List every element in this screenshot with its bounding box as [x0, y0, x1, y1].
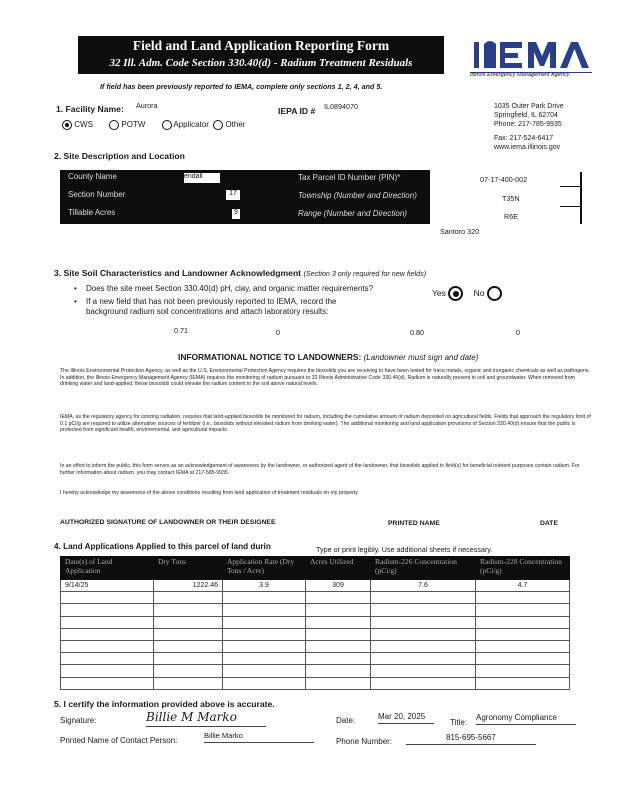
soil-question-2-line2: background radium soil concentrations and attach laboratory results: [86, 307, 329, 316]
title-field[interactable]: Agronomy Compliance [476, 713, 576, 725]
soil-question-2 [86, 297, 336, 317]
table-row [61, 665, 570, 677]
empty-cell[interactable] [223, 677, 306, 689]
table-row [61, 616, 570, 628]
radio-other-label: Other [225, 120, 246, 130]
empty-cell[interactable] [476, 628, 570, 640]
radio-applicator-label: Applicator [173, 120, 209, 130]
radio-cws-label: CWS [74, 120, 93, 130]
radio-potw[interactable] [109, 120, 145, 129]
phone-label: Phone Number: [336, 737, 393, 746]
empty-cell[interactable] [61, 604, 154, 616]
radio-potw-label: POTW [121, 120, 146, 130]
notice-paragraph-2: IEMA, as the regulatory agency for ionizing radiation, requires that land-applied biosolids be monitored for radium, including the cumulative amount of radium deposited on agricultural fields. Fields that approach the regulatory limit of 0.1 pCi/g are required to utilize alternative sources of fertilizer (i.e., biosolids without elevated radium from drinking water). The additional monitoring and land application provisions of Section 330.40(d) ensure that the public is protected from significant health, environmental, and agricultural impacts. [60, 414, 591, 434]
table-row [61, 604, 570, 616]
empty-cell[interactable] [223, 592, 306, 604]
cell-ra228[interactable]: 4.7 [476, 580, 570, 592]
section5-heading: 5. I certify the information provided above is accurate. [54, 699, 275, 709]
agency-name: Illinois Emergency Management Agency [470, 72, 570, 78]
empty-cell[interactable] [306, 677, 371, 689]
iepa-id-label: IEPA ID # [278, 106, 316, 116]
form-subtitle: 32 Ill. Adm. Code Section 330.40(d) - Radium Treatment Residuals [109, 57, 413, 69]
empty-cell[interactable] [306, 592, 371, 604]
county-label: County Name [68, 172, 117, 181]
iepa-id-field[interactable]: IL0894070 [324, 102, 358, 111]
empty-cell[interactable] [306, 604, 371, 616]
empty-cell[interactable] [476, 616, 570, 628]
table-row [61, 653, 570, 665]
section-number-field[interactable]: 17 [226, 190, 240, 200]
empty-cell[interactable] [223, 665, 306, 677]
radio-selected-icon [62, 120, 72, 130]
soil-value-ra226-depth2[interactable]: 0.80 [410, 328, 424, 337]
tillable-acres-field[interactable]: 9 [232, 209, 240, 219]
soil-value-ra226-depth1[interactable]: 0.71 [174, 326, 188, 335]
section4-heading: 4. Land Applications Applied to this parcel of land durin [54, 542, 271, 551]
soil-question-bullet: • [74, 284, 77, 293]
empty-cell[interactable] [154, 640, 223, 652]
cell-dry-tons[interactable]: 1222.46 [154, 580, 223, 592]
notice-heading-row [178, 352, 478, 362]
table-row [61, 677, 570, 689]
section3-heading: 3. Site Soil Characteristics and Landowner Acknowledgment [54, 268, 302, 278]
empty-cell[interactable] [371, 653, 476, 665]
radio-empty-icon [213, 120, 223, 130]
signature-label: Signature: [60, 716, 97, 725]
tillable-acres-label: Tillable Acres [68, 208, 116, 217]
empty-cell[interactable] [371, 604, 476, 616]
date-label: Date: [336, 716, 356, 725]
soil-answer-group [432, 286, 502, 301]
printed-name-label: Printed Name of Contact Person: [60, 736, 178, 745]
empty-cell[interactable] [61, 665, 154, 677]
cell-app-rate[interactable]: 3.9 [223, 580, 306, 592]
notice-paragraph-3: In an effort to inform the public, this form serves as an acknowledgement of awareness by the landowner, or authorized agent of the landowner, that biosolids applied to field(s) for beneficial nutrient purposes contain radium. For further information about radium, you may contact IEMA at 217-585-9935. [60, 463, 580, 476]
col-header-ra226: Radium-226 Concentration (pCi/g) [371, 557, 476, 580]
empty-cell[interactable] [306, 640, 371, 652]
empty-cell[interactable] [371, 628, 476, 640]
printed-name-field[interactable]: Billie Marko [204, 731, 314, 743]
previous-report-note: If field has been previously reported to IEMA, complete only sections 1, 2, 4, and 5. [100, 82, 383, 91]
empty-cell[interactable] [223, 604, 306, 616]
col-header-acres: Acres Utilized [306, 557, 371, 580]
empty-cell[interactable] [306, 653, 371, 665]
radio-other[interactable] [213, 120, 245, 129]
notice-heading-note: (Landowner must sign and date) [363, 353, 479, 362]
empty-cell[interactable] [223, 640, 306, 652]
radio-applicator[interactable] [162, 120, 209, 129]
landowner-date-label: DATE [540, 520, 558, 527]
facility-name-label: 1. Facility Name: [56, 104, 124, 114]
empty-cell[interactable] [371, 592, 476, 604]
soil-no-radio[interactable] [487, 286, 502, 301]
form-title-box [78, 36, 444, 74]
empty-cell[interactable] [154, 628, 223, 640]
empty-cell[interactable] [371, 616, 476, 628]
table-header-row [61, 557, 570, 580]
site-values-column [430, 172, 582, 224]
range-field[interactable]: R6E [504, 212, 518, 221]
cell-acres[interactable]: 309 [306, 580, 371, 592]
empty-cell[interactable] [154, 616, 223, 628]
empty-cell[interactable] [154, 665, 223, 677]
landowner-signature-label: AUTHORIZED SIGNATURE OF LANDOWNER OR THEIR DESIGNEE [60, 519, 276, 526]
address-line2: Springfield, IL 62704 [494, 112, 558, 119]
empty-cell[interactable] [154, 604, 223, 616]
empty-cell[interactable] [476, 640, 570, 652]
notice-heading: INFORMATIONAL NOTICE TO LANDOWNERS: [178, 352, 362, 362]
empty-cell[interactable] [223, 616, 306, 628]
radio-empty-icon [162, 120, 172, 130]
facility-name-field[interactable]: Aurora [136, 101, 158, 110]
empty-cell[interactable] [61, 640, 154, 652]
divider [560, 186, 580, 187]
empty-cell[interactable] [476, 653, 570, 665]
agency-address [494, 102, 564, 152]
address-web: www.iema.illinois.gov [494, 144, 561, 151]
empty-cell[interactable] [223, 653, 306, 665]
soil-no-label: No [473, 287, 485, 298]
soil-value-ra228-depth2[interactable]: 0 [516, 328, 520, 337]
township-field[interactable]: T35N [502, 194, 520, 203]
empty-cell[interactable] [371, 665, 476, 677]
address-line1: 1035 Outer Park Drive [494, 103, 564, 110]
address-phone: Phone: 217-785-9935 [494, 121, 562, 128]
cell-ra226[interactable]: 7.6 [371, 580, 476, 592]
section2-heading: 2. Site Description and Location [54, 151, 185, 161]
radio-cws[interactable] [62, 120, 93, 129]
table-row [61, 592, 570, 604]
empty-cell[interactable] [61, 628, 154, 640]
facility-type-options [62, 120, 245, 130]
section3-heading-row [54, 268, 426, 278]
table-row [61, 628, 570, 640]
empty-cell[interactable] [154, 653, 223, 665]
empty-cell[interactable] [61, 653, 154, 665]
soil-yes-label: Yes [432, 287, 446, 298]
divider [560, 206, 580, 207]
signature-field[interactable]: Billie M Marko [146, 710, 266, 727]
form-title: Field and Land Application Reporting Form [132, 38, 390, 53]
address-fax: Fax: 217-524-6417 [494, 135, 554, 142]
parcel-extra-note: Santoro 320 [440, 227, 480, 236]
phone-field[interactable]: 815-695-5667 [406, 733, 536, 745]
notice-paragraph-4: I hereby acknowledge my awareness of the above conditions resulting from land application of treatment residuals on my property. [60, 490, 359, 496]
date-field[interactable]: Mar 20, 2025 [378, 712, 434, 724]
empty-cell[interactable] [154, 677, 223, 689]
empty-rows [61, 592, 570, 690]
title-label: Title: [450, 718, 468, 727]
empty-cell[interactable] [476, 665, 570, 677]
parcel-label: Tax Parcel ID Number (PIN)* [298, 173, 401, 182]
empty-cell[interactable] [371, 677, 476, 689]
county-field[interactable]: endall [184, 173, 220, 183]
empty-cell[interactable] [61, 616, 154, 628]
soil-question-2-line1: If a new field that has not been previously reported to IEMA, record the [86, 297, 337, 306]
township-label: Township (Number and Direction) [298, 191, 417, 200]
notice-paragraph-1: The Illinois Environmental Protection Agency, as well as the U.S. Environmental Protection Agency requires the biosolids you are receiving to have been tested for trace metals, organic and inorganic chemicals as well as pathogens. In addition, the Illinois Emergency Management Agency (IEMA) requires the monitoring of radium pursuant to 32 Illinois Administrative Code 330.40(d). Radium is naturally present in soil and groundwater. When removed from drinking water and land-applied, these biosolids could elevate the radium content in the soil above natural levels. [60, 368, 590, 388]
parcel-field[interactable]: 07-17-400-002 [480, 175, 528, 184]
empty-cell[interactable] [306, 665, 371, 677]
soil-value-ra228-depth1[interactable]: 0 [276, 328, 280, 337]
col-header-date: Date(s) of Land Application [61, 557, 154, 580]
empty-cell[interactable] [223, 628, 306, 640]
landowner-printed-name-label: PRINTED NAME [388, 520, 440, 527]
soil-question-1: Does the site meet Section 330.40(d) pH, clay, and organic matter requirements? [86, 284, 374, 293]
section4-heading-row [54, 542, 271, 551]
section-number-label: Section Number [68, 190, 126, 199]
col-header-ra228: Radium-228 Concentration (pCi/g) [476, 557, 570, 580]
radio-empty-icon [109, 120, 119, 130]
range-label: Range (Number and Direction) [298, 209, 407, 218]
empty-cell[interactable] [306, 616, 371, 628]
section4-heading-note: Type or print legibly. Use additional sheets if necessary. [316, 545, 493, 554]
empty-cell[interactable] [61, 592, 154, 604]
empty-cell[interactable] [154, 592, 223, 604]
empty-cell[interactable] [476, 677, 570, 689]
soil-question-bullet: • [74, 297, 77, 306]
section3-heading-note: (Section 3 only required for new fields) [303, 269, 427, 278]
land-application-table [60, 556, 570, 690]
site-description-block [60, 170, 430, 224]
cell-date[interactable]: 9/14/25 [61, 580, 154, 592]
empty-cell[interactable] [476, 592, 570, 604]
table-row [61, 580, 570, 592]
empty-cell[interactable] [476, 604, 570, 616]
empty-cell[interactable] [371, 640, 476, 652]
col-header-app-rate: Application Rate (Dry Tons / Acre) [223, 557, 306, 580]
soil-yes-radio[interactable] [448, 286, 463, 301]
table-row [61, 640, 570, 652]
col-header-dry-tons: Dry Tons [154, 557, 223, 580]
empty-cell[interactable] [306, 628, 371, 640]
empty-cell[interactable] [61, 677, 154, 689]
